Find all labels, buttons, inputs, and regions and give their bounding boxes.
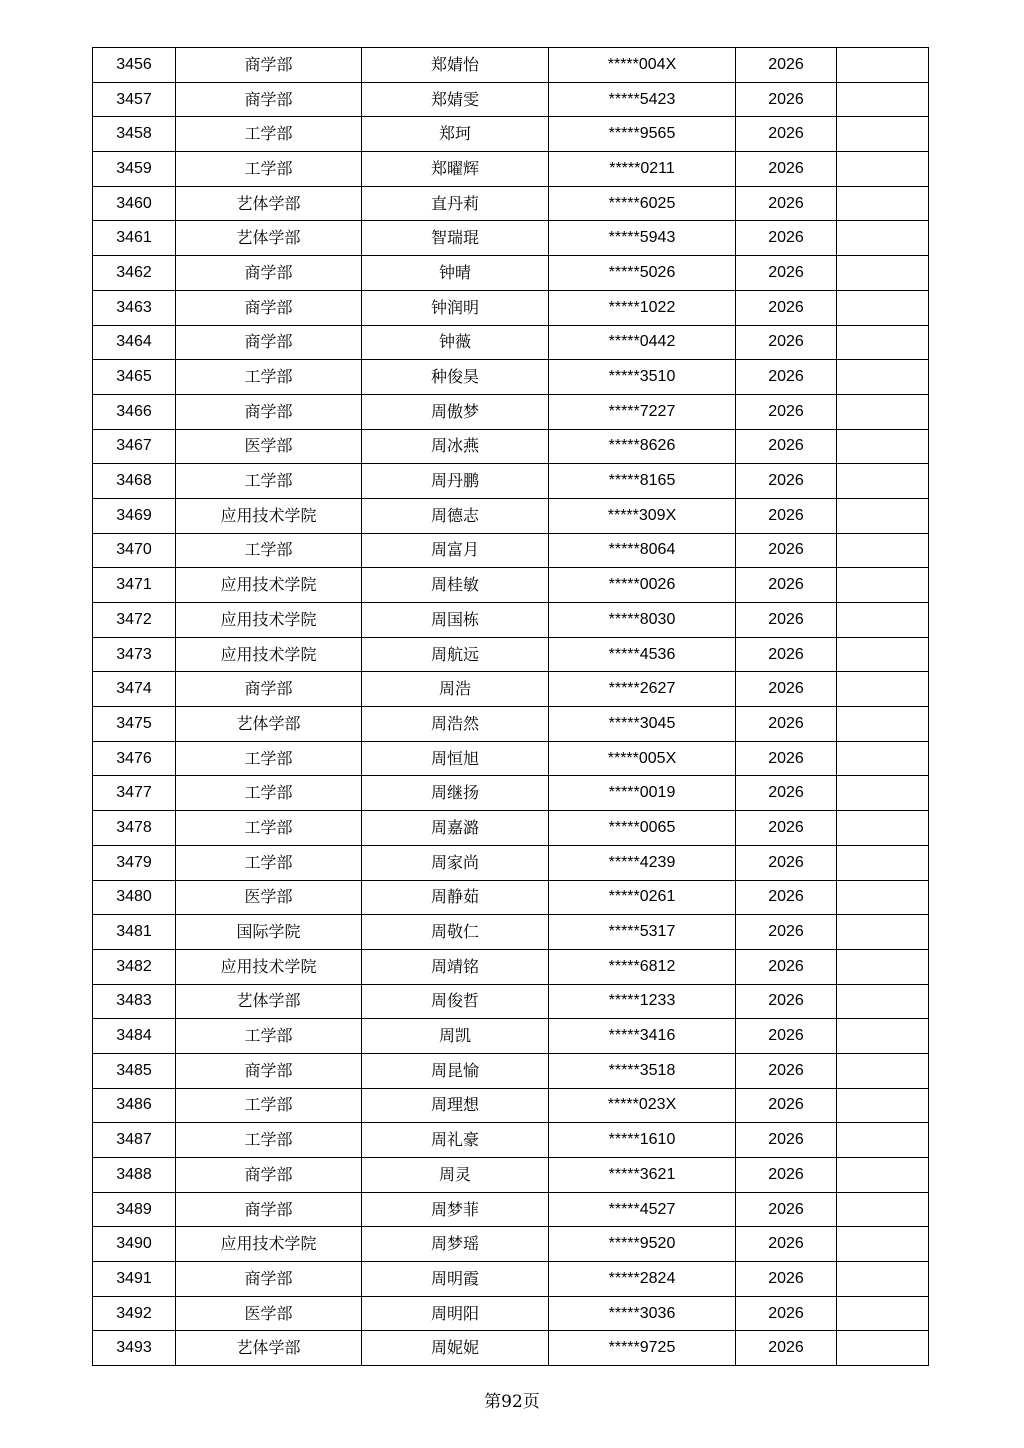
student-name-cell: 周敬仁 [362,915,549,950]
table-row [93,707,929,742]
note-cell [837,1088,929,1123]
row-number-cell: 3465 [93,360,176,395]
table-row [93,1296,929,1331]
year-cell: 2026 [736,1192,837,1227]
masked-id-cell: *****005X [549,741,736,776]
row-number-cell: 3458 [93,117,176,152]
student-name-cell: 郑曜辉 [362,152,549,187]
student-name-cell: 周浩 [362,672,549,707]
masked-id-cell: *****9520 [549,1227,736,1262]
masked-id-cell: *****0065 [549,811,736,846]
year-cell: 2026 [736,464,837,499]
student-name-cell: 周桂敏 [362,568,549,603]
note-cell [837,1192,929,1227]
year-cell: 2026 [736,394,837,429]
masked-id-cell: *****6812 [549,949,736,984]
masked-id-cell: *****3510 [549,360,736,395]
masked-id-cell: *****8030 [549,603,736,638]
masked-id-cell: *****8165 [549,464,736,499]
table-row [93,117,929,152]
note-cell [837,117,929,152]
year-cell: 2026 [736,672,837,707]
department-cell: 应用技术学院 [176,568,362,603]
note-cell [837,48,929,83]
department-cell: 商学部 [176,1262,362,1297]
year-cell: 2026 [736,360,837,395]
student-name-cell: 周理想 [362,1088,549,1123]
masked-id-cell: *****5943 [549,221,736,256]
student-name-cell: 郑婧怡 [362,48,549,83]
year-cell: 2026 [736,1227,837,1262]
table-row [93,152,929,187]
year-cell: 2026 [736,1053,837,1088]
masked-id-cell: *****4239 [549,845,736,880]
year-cell: 2026 [736,776,837,811]
masked-id-cell: *****8626 [549,429,736,464]
student-name-cell: 钟润明 [362,290,549,325]
year-cell: 2026 [736,1019,837,1054]
student-name-cell: 周嘉潞 [362,811,549,846]
masked-id-cell: *****2627 [549,672,736,707]
year-cell: 2026 [736,533,837,568]
note-cell [837,1158,929,1193]
note-cell [837,707,929,742]
department-cell: 工学部 [176,152,362,187]
masked-id-cell: *****0261 [549,880,736,915]
student-name-cell: 周傲梦 [362,394,549,429]
student-name-cell: 直丹莉 [362,186,549,221]
masked-id-cell: *****004X [549,48,736,83]
row-number-cell: 3470 [93,533,176,568]
note-cell [837,1123,929,1158]
department-cell: 应用技术学院 [176,949,362,984]
note-cell [837,1296,929,1331]
row-number-cell: 3474 [93,672,176,707]
year-cell: 2026 [736,603,837,638]
masked-id-cell: *****3621 [549,1158,736,1193]
year-cell: 2026 [736,186,837,221]
masked-id-cell: *****0019 [549,776,736,811]
year-cell: 2026 [736,949,837,984]
table-row [93,221,929,256]
row-number-cell: 3460 [93,186,176,221]
note-cell [837,880,929,915]
row-number-cell: 3472 [93,603,176,638]
note-cell [837,603,929,638]
masked-id-cell: *****309X [549,498,736,533]
department-cell: 应用技术学院 [176,603,362,638]
masked-id-cell: *****023X [549,1088,736,1123]
note-cell [837,186,929,221]
note-cell [837,568,929,603]
year-cell: 2026 [736,1331,837,1366]
note-cell [837,984,929,1019]
masked-id-cell: *****0211 [549,152,736,187]
table-row [93,82,929,117]
year-cell: 2026 [736,845,837,880]
note-cell [837,290,929,325]
row-number-cell: 3478 [93,811,176,846]
masked-id-cell: *****4536 [549,637,736,672]
table-row [93,1227,929,1262]
student-name-cell: 周国栋 [362,603,549,638]
year-cell: 2026 [736,984,837,1019]
note-cell [837,915,929,950]
year-cell: 2026 [736,325,837,360]
department-cell: 商学部 [176,82,362,117]
masked-id-cell: *****7227 [549,394,736,429]
table-row [93,325,929,360]
masked-id-cell: *****5423 [549,82,736,117]
department-cell: 工学部 [176,1019,362,1054]
table-row [93,811,929,846]
masked-id-cell: *****3518 [549,1053,736,1088]
note-cell [837,152,929,187]
row-number-cell: 3476 [93,741,176,776]
student-name-cell: 周冰燕 [362,429,549,464]
year-cell: 2026 [736,290,837,325]
department-cell: 商学部 [176,290,362,325]
row-number-cell: 3456 [93,48,176,83]
note-cell [837,811,929,846]
page-number: 第92页 [484,1392,540,1412]
year-cell: 2026 [736,568,837,603]
year-cell: 2026 [736,707,837,742]
table-row [93,186,929,221]
student-name-cell: 郑婧雯 [362,82,549,117]
student-name-cell: 钟薇 [362,325,549,360]
department-cell: 艺体学部 [176,707,362,742]
row-number-cell: 3485 [93,1053,176,1088]
note-cell [837,325,929,360]
roster-body [93,48,929,1366]
table-row [93,568,929,603]
department-cell: 商学部 [176,672,362,707]
row-number-cell: 3493 [93,1331,176,1366]
department-cell: 商学部 [176,1192,362,1227]
year-cell: 2026 [736,429,837,464]
note-cell [837,1053,929,1088]
row-number-cell: 3462 [93,256,176,291]
row-number-cell: 3471 [93,568,176,603]
row-number-cell: 3489 [93,1192,176,1227]
department-cell: 工学部 [176,776,362,811]
student-name-cell: 种俊昊 [362,360,549,395]
department-cell: 国际学院 [176,915,362,950]
department-cell: 商学部 [176,1158,362,1193]
row-number-cell: 3477 [93,776,176,811]
table-row [93,256,929,291]
department-cell: 工学部 [176,1088,362,1123]
row-number-cell: 3480 [93,880,176,915]
year-cell: 2026 [736,152,837,187]
note-cell [837,464,929,499]
department-cell: 艺体学部 [176,984,362,1019]
student-name-cell: 周俊哲 [362,984,549,1019]
note-cell [837,498,929,533]
masked-id-cell: *****1233 [549,984,736,1019]
table-row [93,672,929,707]
department-cell: 医学部 [176,1296,362,1331]
student-name-cell: 周昆愉 [362,1053,549,1088]
note-cell [837,221,929,256]
row-number-cell: 3479 [93,845,176,880]
department-cell: 工学部 [176,845,362,880]
student-name-cell: 周妮妮 [362,1331,549,1366]
department-cell: 应用技术学院 [176,498,362,533]
department-cell: 商学部 [176,256,362,291]
student-name-cell: 郑珂 [362,117,549,152]
note-cell [837,1227,929,1262]
student-name-cell: 周德志 [362,498,549,533]
student-name-cell: 周礼豪 [362,1123,549,1158]
note-cell [837,533,929,568]
table-row [93,464,929,499]
year-cell: 2026 [736,48,837,83]
department-cell: 商学部 [176,394,362,429]
row-number-cell: 3469 [93,498,176,533]
masked-id-cell: *****2824 [549,1262,736,1297]
department-cell: 工学部 [176,117,362,152]
row-number-cell: 3468 [93,464,176,499]
note-cell [837,394,929,429]
note-cell [837,949,929,984]
student-name-cell: 周静茹 [362,880,549,915]
masked-id-cell: *****6025 [549,186,736,221]
table-row [93,637,929,672]
student-name-cell: 周恒旭 [362,741,549,776]
note-cell [837,1331,929,1366]
table-row [93,394,929,429]
row-number-cell: 3482 [93,949,176,984]
year-cell: 2026 [736,880,837,915]
department-cell: 应用技术学院 [176,637,362,672]
student-name-cell: 周继扬 [362,776,549,811]
row-number-cell: 3457 [93,82,176,117]
table-row [93,880,929,915]
row-number-cell: 3490 [93,1227,176,1262]
year-cell: 2026 [736,1296,837,1331]
row-number-cell: 3473 [93,637,176,672]
student-name-cell: 智瑞琨 [362,221,549,256]
department-cell: 商学部 [176,325,362,360]
year-cell: 2026 [736,1158,837,1193]
student-name-cell: 周丹鹏 [362,464,549,499]
department-cell: 艺体学部 [176,1331,362,1366]
table-row [93,1331,929,1366]
note-cell [837,429,929,464]
department-cell: 工学部 [176,464,362,499]
table-row [93,949,929,984]
note-cell [837,672,929,707]
table-row [93,741,929,776]
table-row [93,1053,929,1088]
note-cell [837,845,929,880]
row-number-cell: 3463 [93,290,176,325]
student-name-cell: 周梦瑶 [362,1227,549,1262]
student-name-cell: 周航远 [362,637,549,672]
department-cell: 医学部 [176,429,362,464]
student-name-cell: 钟晴 [362,256,549,291]
year-cell: 2026 [736,117,837,152]
row-number-cell: 3481 [93,915,176,950]
student-name-cell: 周家尚 [362,845,549,880]
student-name-cell: 周梦菲 [362,1192,549,1227]
masked-id-cell: *****5026 [549,256,736,291]
year-cell: 2026 [736,256,837,291]
masked-id-cell: *****1610 [549,1123,736,1158]
note-cell [837,637,929,672]
student-name-cell: 周凯 [362,1019,549,1054]
table-row [93,984,929,1019]
masked-id-cell: *****0026 [549,568,736,603]
table-row [93,776,929,811]
table-row [93,845,929,880]
student-name-cell: 周浩然 [362,707,549,742]
table-row [93,1262,929,1297]
table-row [93,1158,929,1193]
table-row [93,915,929,950]
row-number-cell: 3461 [93,221,176,256]
department-cell: 工学部 [176,533,362,568]
note-cell [837,741,929,776]
note-cell [837,776,929,811]
department-cell: 工学部 [176,360,362,395]
row-number-cell: 3459 [93,152,176,187]
row-number-cell: 3464 [93,325,176,360]
table-row [93,1019,929,1054]
department-cell: 艺体学部 [176,221,362,256]
masked-id-cell: *****9725 [549,1331,736,1366]
note-cell [837,256,929,291]
year-cell: 2026 [736,637,837,672]
student-roster-table [92,47,929,1366]
masked-id-cell: *****0442 [549,325,736,360]
year-cell: 2026 [736,741,837,776]
table-row [93,290,929,325]
row-number-cell: 3488 [93,1158,176,1193]
row-number-cell: 3492 [93,1296,176,1331]
masked-id-cell: *****9565 [549,117,736,152]
year-cell: 2026 [736,1088,837,1123]
masked-id-cell: *****8064 [549,533,736,568]
year-cell: 2026 [736,811,837,846]
note-cell [837,1019,929,1054]
table-row [93,48,929,83]
row-number-cell: 3491 [93,1262,176,1297]
year-cell: 2026 [736,82,837,117]
student-name-cell: 周明霞 [362,1262,549,1297]
table-row [93,1088,929,1123]
row-number-cell: 3487 [93,1123,176,1158]
student-name-cell: 周富月 [362,533,549,568]
row-number-cell: 3466 [93,394,176,429]
masked-id-cell: *****3045 [549,707,736,742]
year-cell: 2026 [736,221,837,256]
note-cell [837,1262,929,1297]
year-cell: 2026 [736,1123,837,1158]
table-row [93,603,929,638]
row-number-cell: 3486 [93,1088,176,1123]
year-cell: 2026 [736,1262,837,1297]
masked-id-cell: *****4527 [549,1192,736,1227]
year-cell: 2026 [736,915,837,950]
student-name-cell: 周明阳 [362,1296,549,1331]
row-number-cell: 3475 [93,707,176,742]
note-cell [837,360,929,395]
year-cell: 2026 [736,498,837,533]
department-cell: 商学部 [176,48,362,83]
department-cell: 艺体学部 [176,186,362,221]
table-row [93,1123,929,1158]
table-row [93,429,929,464]
department-cell: 医学部 [176,880,362,915]
table-row [93,498,929,533]
masked-id-cell: *****1022 [549,290,736,325]
masked-id-cell: *****5317 [549,915,736,950]
row-number-cell: 3483 [93,984,176,1019]
row-number-cell: 3484 [93,1019,176,1054]
row-number-cell: 3467 [93,429,176,464]
table-row [93,360,929,395]
masked-id-cell: *****3036 [549,1296,736,1331]
department-cell: 工学部 [176,1123,362,1158]
table-row [93,1192,929,1227]
department-cell: 工学部 [176,741,362,776]
department-cell: 商学部 [176,1053,362,1088]
department-cell: 应用技术学院 [176,1227,362,1262]
student-name-cell: 周靖铭 [362,949,549,984]
student-name-cell: 周灵 [362,1158,549,1193]
masked-id-cell: *****3416 [549,1019,736,1054]
note-cell [837,82,929,117]
department-cell: 工学部 [176,811,362,846]
table-row [93,533,929,568]
